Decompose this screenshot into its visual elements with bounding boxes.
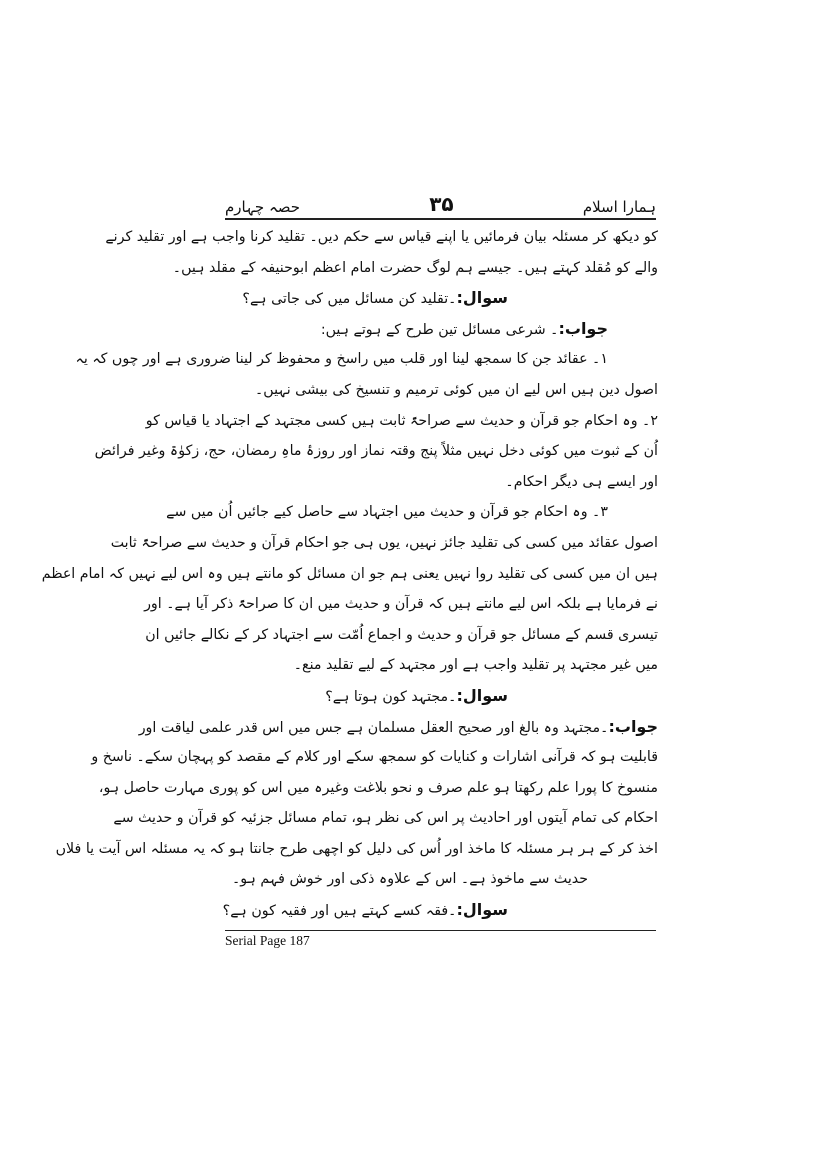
line-text: والے کو مُقلد کہتے ہیں۔ جیسے ہم لوگ حضرت امام اعظم ابوحنیفہ کے مقلد ہیں۔ [172, 259, 658, 276]
text-line [105, 222, 658, 253]
text-line [222, 314, 658, 345]
qa-label: سوال: [456, 685, 508, 705]
line-text: اصول دین ہیں اس لیے ان میں کوئی ترمیم و تنسیخ کی بیشی نہیں۔ [254, 381, 658, 398]
text-line [222, 864, 658, 895]
line-text: ۔تقلید کن مسائل میں کی جاتی ہے؟ [242, 291, 457, 308]
text-line [172, 253, 658, 284]
text-line [110, 528, 658, 559]
qa-label: سوال: [456, 288, 508, 308]
line-text: کو دیکھ کر مسئلہ بیان فرمائیں یا اپنے قیاس سے حکم دیں۔ تقلید کرنا واجب ہے اور تقلید کرنے [105, 229, 658, 245]
text-line [145, 620, 658, 651]
text-line [166, 497, 658, 528]
line-text: اُن کے ثبوت میں کوئی دخل نہیں مثلاً پنج وقتہ نماز اور روزۂ ماہِ رمضان، حج، زکوٰۃ وغیر فرائض [94, 443, 658, 460]
line-text: ۳۔ وہ احکام جو قرآن و حدیث میں اجتہاد سے حاصل کیے جائیں اُن میں سے [166, 504, 608, 521]
text-line [55, 834, 658, 865]
text-line [113, 803, 658, 834]
line-text: اخذ کر کے ہر ہر مسئلہ کا ماخذ اور اُس کی دلیل کو اچھی طرح جانتا ہو کہ یہ مسئلہ اس آیت یا فلاں [55, 840, 658, 857]
line-text: ۲۔ وہ احکام جو قرآن و حدیث سے صراحۃً ثابت ہیں کسی مجتہد کے اجتہاد یا قیاس کو [145, 412, 658, 429]
text-line [222, 650, 658, 681]
text-line [222, 895, 658, 926]
text-line [145, 406, 658, 437]
serial-page-label: Serial Page 187 [225, 933, 310, 948]
footer-rule [225, 930, 656, 931]
part-label: حصہ چہارم [225, 198, 301, 216]
text-line [94, 436, 658, 467]
text-line [222, 681, 658, 712]
text-line [138, 712, 658, 743]
line-text: منسوخ کا پورا علم رکھتا ہو علم صرف و نحو بلاغت وغیرہ میں اس کو پوری مہارت حاصل ہو، [98, 779, 658, 796]
text-line [98, 773, 658, 804]
line-text: ۔مجتہد وہ بالغ اور صحیح العقل مسلمان ہے جس میں اس قدر علمی لیاقت اور [138, 719, 609, 736]
text-line [222, 283, 658, 314]
page-number: ۳۵ [429, 192, 454, 216]
body-text [41, 222, 658, 926]
qa-label: جواب: [608, 716, 658, 736]
line-text: نے فرمایا ہے بلکہ اس لیے مانتے ہیں کہ قرآن و حدیث میں ان کا صراحۃً ذکر آیا ہے۔ اور [144, 596, 658, 613]
line-text: ۱۔ عقائد جن کا سمجھ لینا اور قلب میں راسخ و محفوظ کر لینا ضروری ہے اور چوں کہ یہ [75, 351, 608, 368]
line-text: تیسری قسم کے مسائل جو قرآن و حدیث و اجماع اُمّت سے اجتہاد کر کے نکالے جائیں ان [145, 626, 658, 643]
text-line [222, 375, 658, 406]
text-line [75, 344, 658, 375]
text-line [222, 467, 658, 498]
line-text: قابلیت ہو کہ قرآنی اشارات و کنایات کو سمجھ سکے اور کلام کے مقصد کو پہچان سکے۔ ناسخ و [91, 749, 658, 766]
line-text: ۔فقہ کسے کہتے ہیں اور فقیہ کون ہے؟ [222, 903, 457, 920]
line-text: میں غیر مجتہد پر تقلید واجب ہے اور مجتہد کے لیے تقلید منع۔ [293, 657, 658, 674]
line-text: احکام کی تمام آیتوں اور احادیث پر اس کی نظر ہو، تمام مسائل جزئیہ کو قرآن و حدیث سے [113, 810, 658, 827]
text-line [41, 559, 658, 590]
text-line [91, 742, 658, 773]
running-header [225, 190, 656, 216]
line-text: اور ایسے ہی دیگر احکام۔ [505, 473, 658, 490]
book-title: ہمارا اسلام [582, 198, 656, 216]
line-text: ہیں ان میں کسی کی تقلید روا نہیں یعنی ہم جو ان مسائل کو مانتے ہیں وہ اس لیے نہیں کہ امام اعظم [41, 565, 658, 582]
header-rule [225, 218, 656, 220]
text-line [144, 589, 658, 620]
line-text: اصول عقائد میں کسی کی تقلید جائز نہیں، یوں ہی جو احکام قرآن و حدیث سے صراحۃً ثابت [110, 534, 658, 551]
line-text: حدیث سے ماخوذ ہے۔ اس کے علاوہ ذکی اور خوش فہم ہو۔ [231, 871, 588, 888]
line-text: ۔مجتہد کون ہوتا ہے؟ [325, 688, 457, 705]
line-text: ۔ شرعی مسائل تین طرح کے ہوتے ہیں: [320, 321, 559, 338]
qa-label: سوال: [456, 900, 508, 920]
qa-label: جواب: [558, 318, 608, 338]
